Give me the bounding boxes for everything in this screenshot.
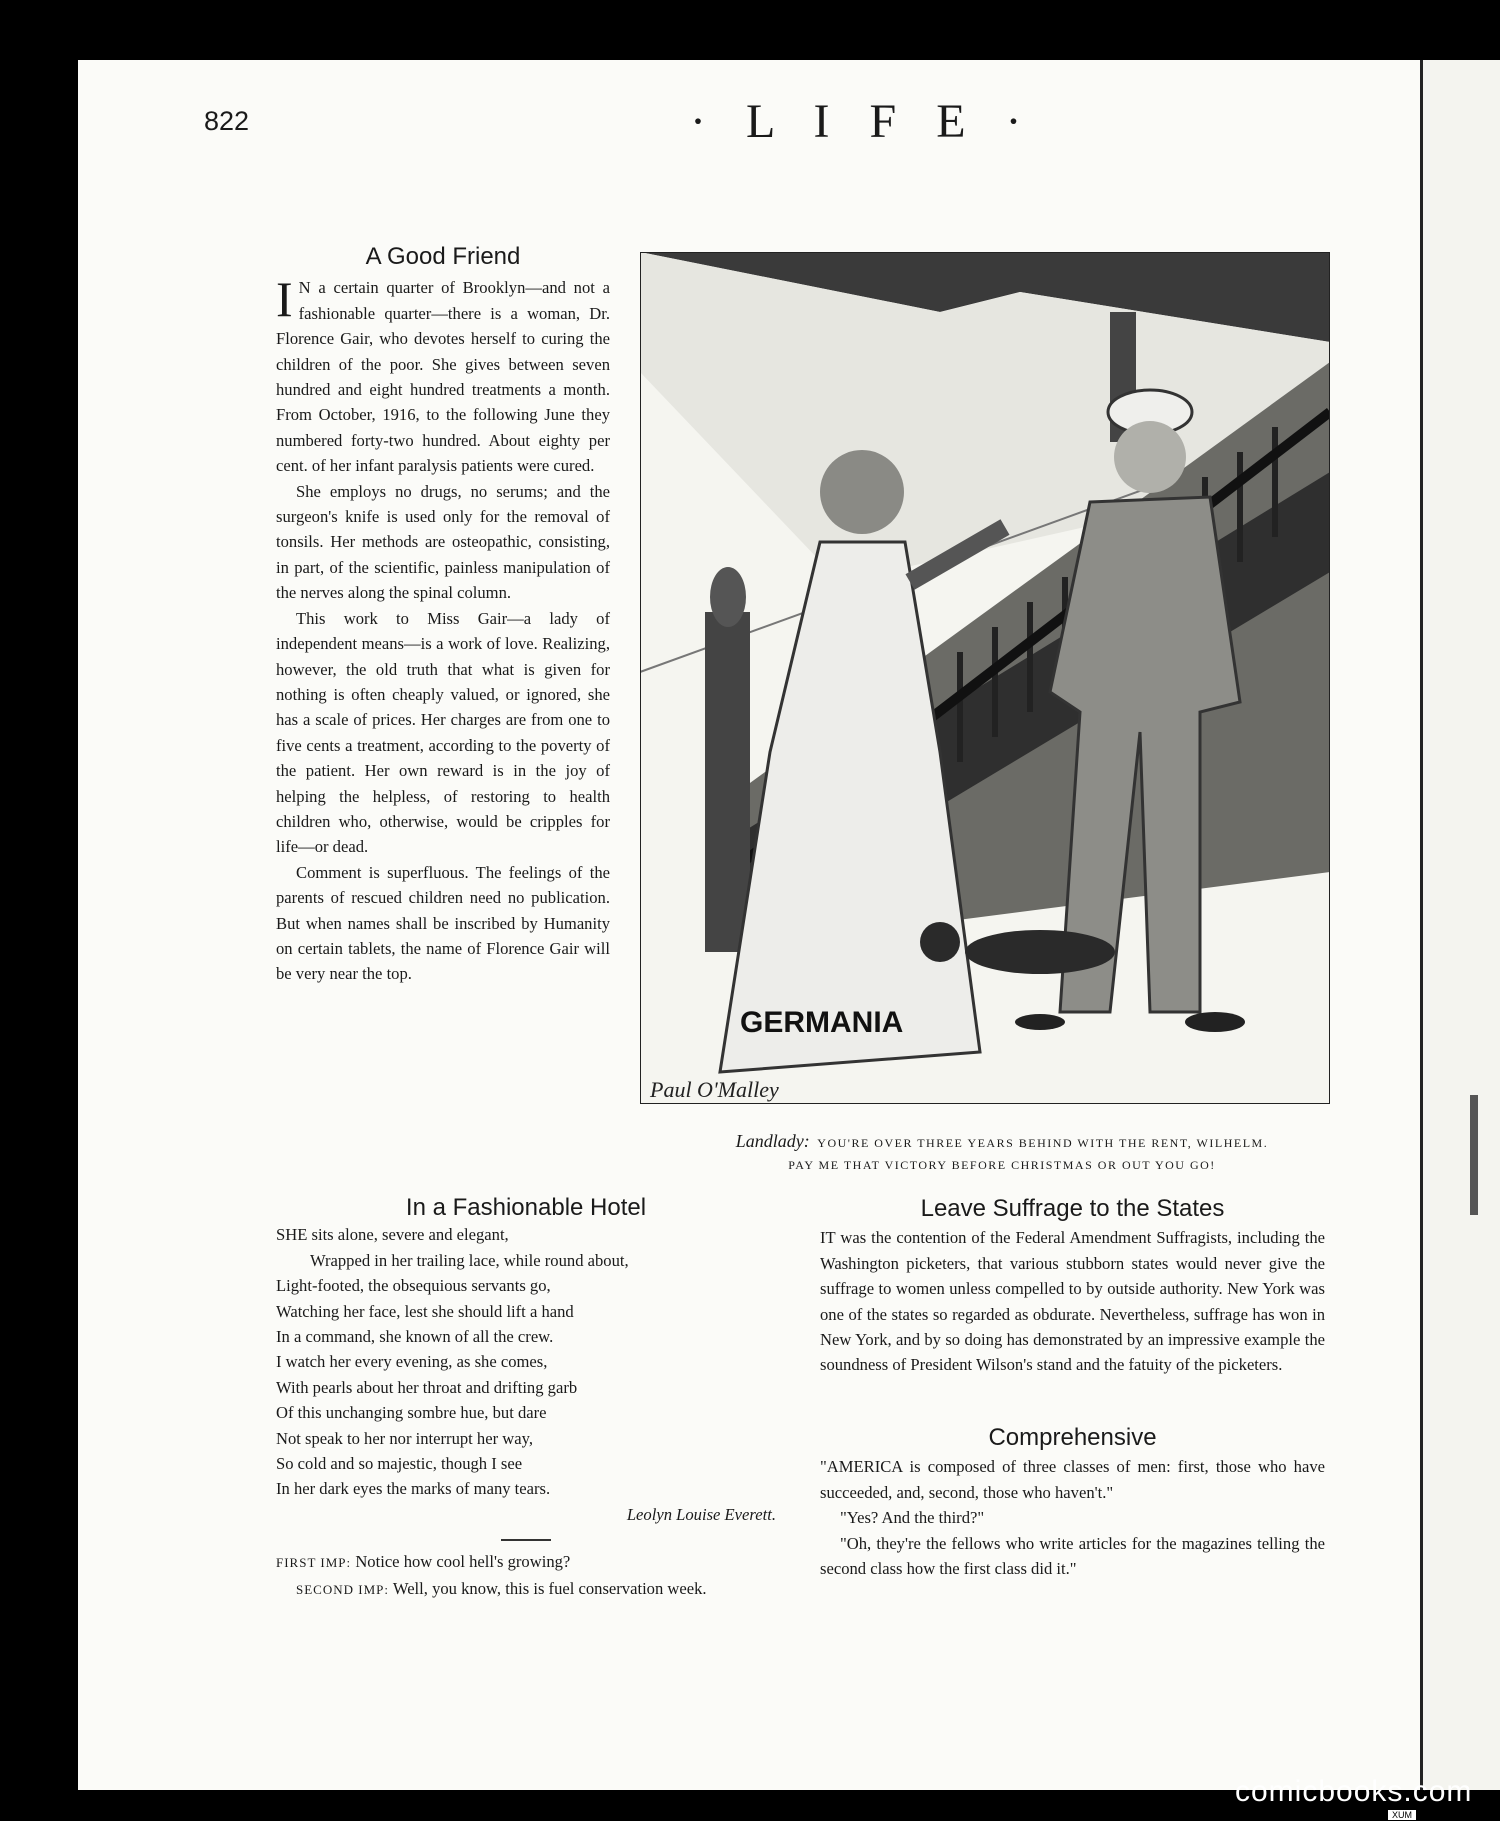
drop-cap: I [276,271,293,328]
poem-body [276,1222,776,1501]
poem-line: Watching her face, lest she should lift a hand [276,1301,574,1321]
cartoon-caption [672,1130,1332,1176]
poem-line: With pearls about her throat and drifting garb [276,1377,578,1397]
poem-line: Not speak to her nor interrupt her way, [276,1428,533,1448]
poem-author: Leolyn Louise Everett. [626,1504,776,1524]
cartoon-illustration [640,252,1330,1104]
apron-text: GERMANIA [740,1006,904,1039]
artist-signature: Paul O'Malley [650,1077,779,1102]
poem-line: Light-footed, the obsequious servants go, [276,1276,551,1296]
poem-line: SHE sits alone, severe and elegant, [276,1225,509,1245]
paragraph: N a certain quarter of Brooklyn—and not a fashionable quarter—there is a woman, Dr. Florence Gair, who devotes herself to curing the children of the poor. She gives between seven hundred and eight hundred treatments a month. From October, 1916, to the following June they numbered forty-two hundred. About eighty per cent. of her infant paralysis patients were cured. [276,278,610,476]
poem-line: Wrapped in her trailing lace, while round about, [310,1250,629,1270]
poem-line: In a command, she known of all the crew. [276,1327,554,1347]
paragraph: "Oh, they're the fellows who write articles for the magazines telling the second class how the first class did it." [820,1533,1325,1579]
imp-speaker-2: SECOND IMP: [296,1581,389,1597]
poem-title: In a Fashionable Hotel [405,1194,647,1221]
paragraph: "Yes? And the third?" [840,1508,985,1528]
poem-line: Of this unchanging sombre hue, but dare [276,1403,547,1423]
article-title: Leave Suffrage to the States [920,1195,1225,1222]
watermark-mark: XUM [1388,1810,1416,1820]
article-title: Comprehensive [988,1424,1157,1451]
article-suffrage [820,1196,1325,1378]
caption-speaker: Landlady: [735,1131,810,1151]
poem-line: In her dark eyes the marks of many tears. [276,1479,551,1499]
watermark-logo: comicbooks.com [1235,1775,1473,1808]
page-number: 822 [204,106,250,136]
article-comprehensive [820,1425,1325,1581]
masthead: · L I F E · [690,95,1036,148]
separator-rule [501,1539,551,1541]
paragraph: This work to Miss Gair—a lady of independent means—is a work of love. Realizing, however, the old truth that what is given for nothing is often cheaply valued, or ignored, she has a scale of prices. Her charges are from one to five cents a treatment, according to the poverty of the patient. Her own reward is in the joy of helping the helpless, of restoring to health children who, otherwise, would be cripples for life—or dead. [276,608,610,857]
article-good-friend [276,244,610,987]
poem-fashionable-hotel [276,1195,776,1602]
paragraph: Comment is superfluous. The feelings of the parents of rescued children need no publication. But when names shall be inscribed by Humanity on certain tablets, the name of Florence Gair will be very near the top. [276,862,610,984]
imp-line-2: Well, you know, this is fuel conservation week. [392,1578,707,1598]
paragraph: "AMERICA is composed of three classes of men: first, those who have succeeded, and, second, those who haven't." [820,1457,1325,1502]
paragraph: She employs no drugs, no serums; and the surgeon's knife is used only for the removal of tonsils. Her methods are osteopathic, consisting, in part, of the scientific, painless manipulation of the nerves along the spinal column. [276,481,610,603]
paragraph: IT was the contention of the Federal Amendment Suffragists, including the Washington picketers, that various stubborn states would never give the suffrage to women unless compelled to by outside authority. New York was one of the states so regarded as obdurate. Nevertheless, suffrage has won in New York, and by so doing has demonstrated by an impressive example the soundness of President Wilson's stand and the fatuity of the picketers. [820,1228,1325,1375]
imp-speaker-1: FIRST IMP: [276,1555,352,1571]
poem-line: I watch her every evening, as she comes, [276,1352,548,1372]
caption-line-1: YOU'RE OVER THREE YEARS BEHIND WITH THE RENT, WILHELM. [817,1136,1269,1150]
caption-line-2: PAY ME THAT VICTORY BEFORE CHRISTMAS OR OUT YOU GO! [788,1158,1216,1172]
article-title: A Good Friend [365,243,521,270]
imp-dialogue [276,1549,776,1602]
poem-line: So cold and so majestic, though I see [276,1454,523,1474]
imp-line-1: Notice how cool hell's growing? [355,1552,571,1572]
facing-page-edge [1420,60,1500,1790]
facing-page-mark [1470,1095,1478,1215]
